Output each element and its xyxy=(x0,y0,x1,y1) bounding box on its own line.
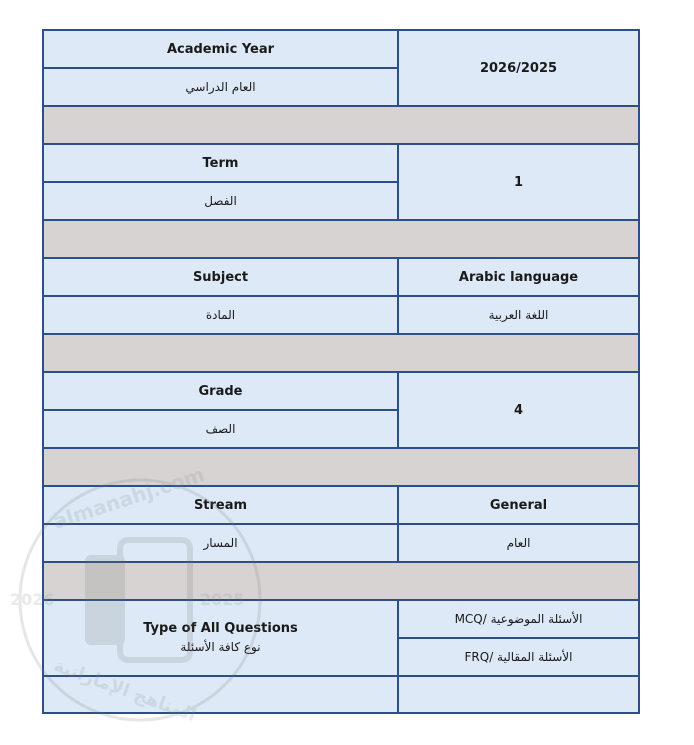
grade-label-en: Grade xyxy=(43,372,398,410)
stream-label-en: Stream xyxy=(43,486,398,524)
term-label-ar: الفصل xyxy=(43,182,398,220)
question-types-label xyxy=(43,600,398,676)
exam-info-sheet xyxy=(42,29,638,745)
grade-row xyxy=(43,372,639,410)
question-types-label-ar: نوع كافة الأسئلة xyxy=(180,640,261,654)
separator-row xyxy=(43,220,639,258)
term-row xyxy=(43,144,639,182)
stream-row xyxy=(43,486,639,524)
academic-year-label-ar: العام الدراسي xyxy=(43,68,398,106)
separator-row xyxy=(43,448,639,486)
subject-row xyxy=(43,258,639,296)
subject-value-ar: اللغة العربية xyxy=(398,296,639,334)
question-types-label-en: Type of All Questions xyxy=(143,621,298,636)
subject-value-en: Arabic language xyxy=(398,258,639,296)
grade-label-ar: الصف xyxy=(43,410,398,448)
watermark-year-left: 2026 xyxy=(10,590,55,609)
subject-label-ar: المادة xyxy=(43,296,398,334)
grade-value: 4 xyxy=(398,372,639,448)
separator-row xyxy=(43,106,639,144)
empty-row xyxy=(43,676,639,713)
academic-year-label-en: Academic Year xyxy=(43,30,398,68)
term-value: 1 xyxy=(398,144,639,220)
separator-row xyxy=(43,562,639,600)
academic-year-value: 2026/2025 xyxy=(398,30,639,106)
separator-row xyxy=(43,334,639,372)
term-label-en: Term xyxy=(43,144,398,182)
stream-label-ar: المسار xyxy=(43,524,398,562)
mcq-value: الأسئلة الموضوعية /MCQ xyxy=(398,600,639,638)
frq-value: الأسئلة المقالية /FRQ xyxy=(398,638,639,676)
academic-year-row xyxy=(43,30,639,68)
stream-value-ar: العام xyxy=(398,524,639,562)
exam-info-table xyxy=(42,29,640,714)
stream-value-en: General xyxy=(398,486,639,524)
question-types-row xyxy=(43,600,639,638)
subject-label-en: Subject xyxy=(43,258,398,296)
